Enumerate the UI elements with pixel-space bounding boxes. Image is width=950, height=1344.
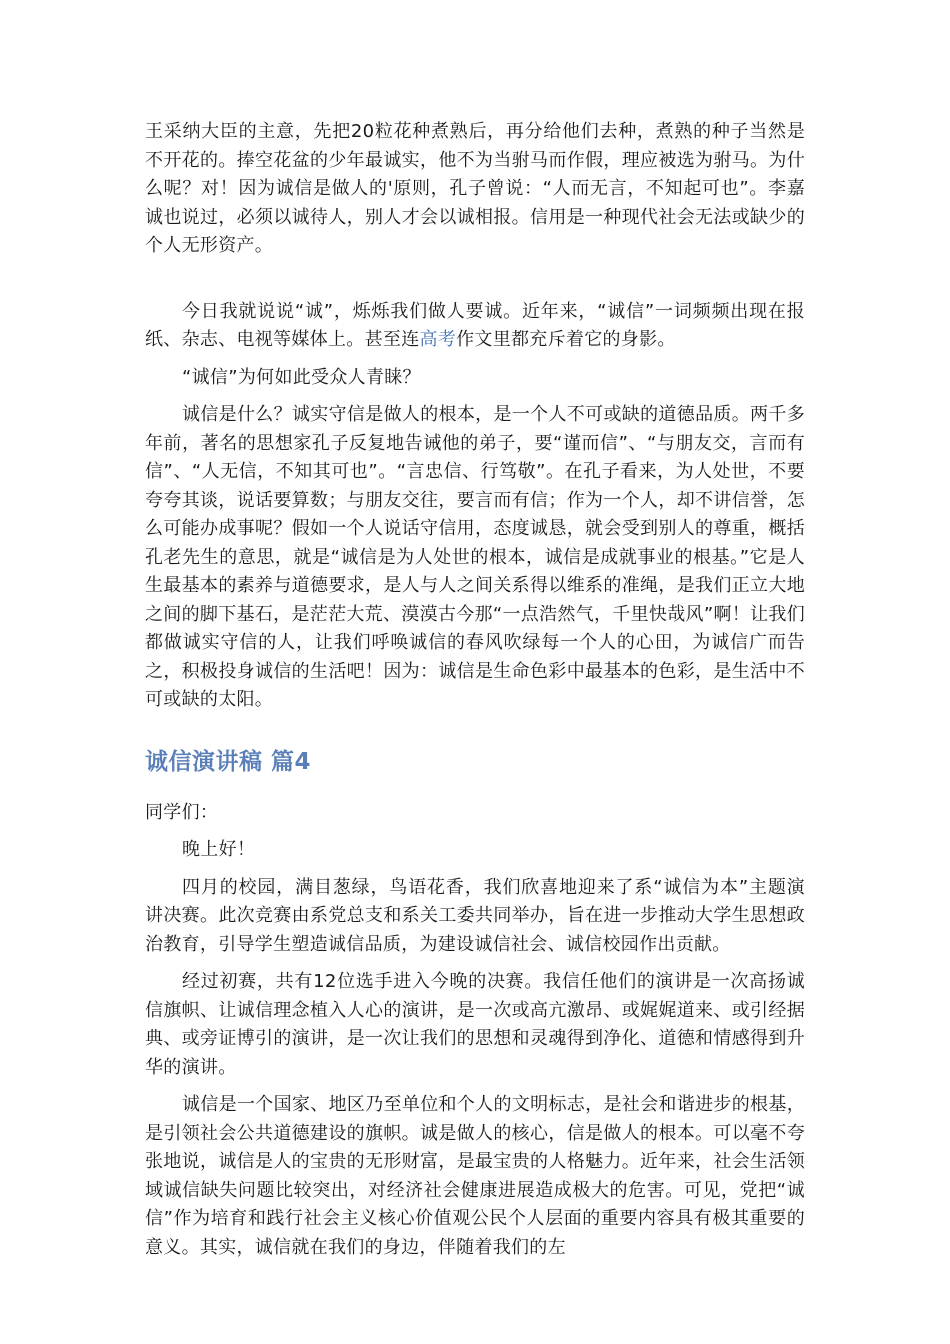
paragraph-intro-sincerity bbox=[145, 298, 805, 355]
paragraph-text: 作文里都充斥着它的身影。 bbox=[456, 329, 676, 350]
paragraph-story-ending: 王采纳大臣的主意，先把20粒花种煮熟后，再分给他们去种，煮熟的种子当然是不开花的。捧空花盆的少年最诚实，他不为当驸马而作假，理应被选为驸马。为什么呢？对！因为诚信是做人的'原则，孔子曾说：“人而无言，不知起可也”。李嘉诚也说过，必须以诚待人，别人才会以诚相报。信用是一种现代社会无法或缺少的个人无形资产。 bbox=[145, 121, 805, 256]
paragraph-what-is-sincerity: 诚信是什么？诚实守信是做人的根本，是一个人不可或缺的道德品质。两千多年前，著名的思想家孔子反复地告诫他的弟子，要“谨而信”、“与朋友交，言而有信”、“人无信，不知其可也”。“言忠信、行笃敬”。在孔子看来，为人处世，不要夸夸其谈，说话要算数；与朋友交往，要言而有信；作为一个人，却不讲信誉，怎么可能办成事呢？假如一个人说话守信用，态度诚恳，就会受到别人的尊重，概括孔老先生的意思，就是“诚信是为人处世的根本，诚信是成就事业的根基。”它是人生最基本的素养与道德要求，是人与人之间关系得以维系的准绳，是我们正立大地之间的脚下基石，是茫茫大荒、漠漠古今那“一点浩然气，千里快哉风”啊！让我们都做诚实守信的人，让我们呼唤诚信的春风吹绿每一个人的心田，为诚信广而告之，积极投身诚信的生活吧！因为：诚信是生命色彩中最基本的色彩，是生活中不可或缺的太阳。 bbox=[145, 404, 805, 710]
greeting: 晚上好！ bbox=[182, 839, 256, 860]
paragraph-campus: 四月的校园，满目葱绿，鸟语花香，我们欣喜地迎来了系“诚信为本”主题演讲决赛。此次竞赛由系党总支和系关工委共同举办，旨在进一步推动大学生思想政治教育，引导学生塑造诚信品质，为建设诚信社会、诚信校园作出贡献。 bbox=[145, 876, 805, 955]
gaokao-link[interactable]: 高考 bbox=[419, 329, 457, 350]
document-page bbox=[145, 118, 805, 1262]
section-heading: 诚信演讲稿 篇4 bbox=[145, 748, 312, 775]
paragraph-finalists: 经过初赛，共有12位选手进入今晚的决赛。我信任他们的演讲是一次高扬诚信旗帜、让诚信理念植入人心的演讲，是一次或高亢激昂、或娓娓道来、或引经据典、或旁证博引的演讲，是一次让我们的思想和灵魂得到净化、道德和情感得到升华的演讲。 bbox=[145, 971, 805, 1078]
paragraph-question: “诚信”为何如此受众人青睐？ bbox=[182, 366, 421, 388]
paragraph-text: 今日我就说说“诚”，烁烁我们做人要诚。近年来，“诚信”一词频频出现在报纸、杂志、电视等媒体上。甚至连 bbox=[145, 300, 805, 350]
salutation: 同学们： bbox=[145, 801, 219, 823]
paragraph-civilization: 诚信是一个国家、地区乃至单位和个人的文明标志，是社会和谐进步的根基，是引领社会公共道德建设的旗帜。诚是做人的核心，信是做人的根本。可以毫不夸张地说，诚信是人的宝贵的无形财富，是最宝贵的人格魅力。近年来，社会生活领域诚信缺失问题比较突出，对经济社会健康进展造成极大的危害。可见，党把“诚信”作为培育和践行社会主义核心价值观公民个人层面的重要内容具有极其重要的意义。其实，诚信就在我们的身边，伴随着我们的左 bbox=[145, 1094, 805, 1258]
